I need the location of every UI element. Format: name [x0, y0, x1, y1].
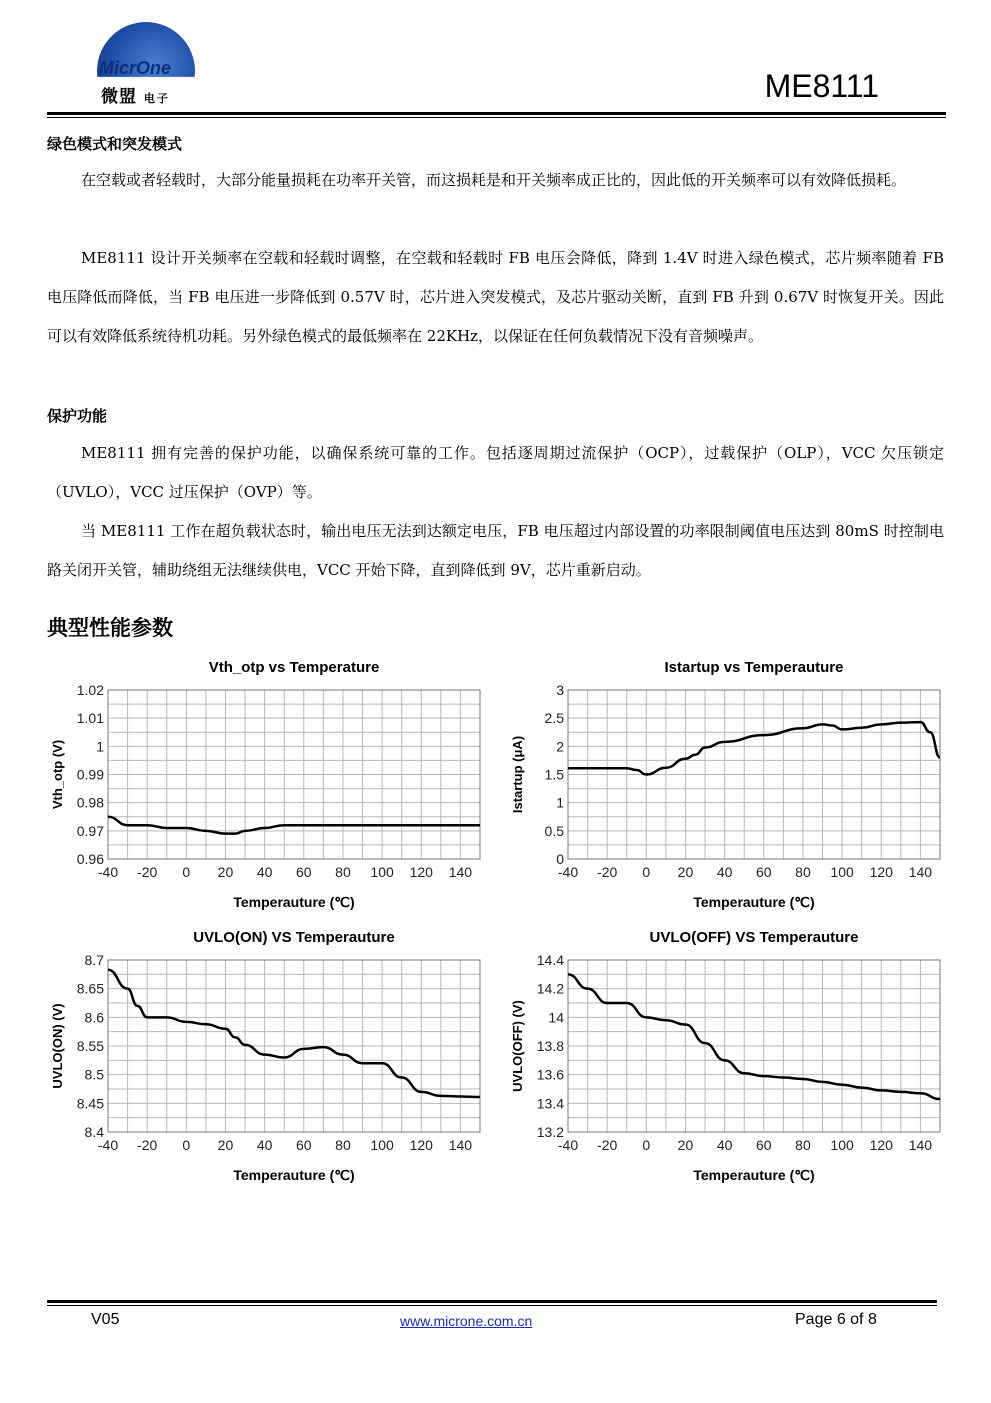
y-tick-label: 8.65: [76, 980, 104, 997]
x-tick-label: 80: [335, 1137, 351, 1153]
chart-title: UVLO(OFF) VS Temperauture: [649, 929, 859, 946]
x-tick-label: 140: [908, 1137, 933, 1153]
header-rule: [47, 112, 946, 115]
y-tick-label: 3: [556, 682, 564, 698]
y-tick-label: 0.5: [544, 822, 564, 839]
footer-rule: [47, 1300, 937, 1303]
paragraph-protection-1: ME8111 拥有完善的保护功能，以确保系统可靠的工作。包括逐周期过流保护（OCP），过载保护（OLP），VCC 欠压锁定（UVLO），VCC 过压保护（OVP）等。: [47, 444, 944, 501]
part-number: ME8111: [764, 68, 879, 104]
x-tick-label: -40: [97, 864, 119, 880]
x-tick-label: 60: [756, 864, 772, 880]
x-tick-label: 0: [182, 864, 191, 880]
chart-uvlo-on: [40, 922, 490, 1190]
x-tick-label: -40: [97, 1137, 119, 1153]
y-tick-label: 13.8: [536, 1038, 564, 1054]
y-tick-label: 1.01: [76, 710, 104, 727]
y-tick-label: 8.5: [84, 1066, 104, 1083]
x-tick-label: 40: [716, 1137, 733, 1153]
x-tick-label: 100: [830, 864, 854, 880]
x-axis-label: Temperauture (℃): [233, 894, 355, 910]
chart-title: Istartup vs Temperauture: [664, 659, 844, 676]
y-tick-label: 14: [548, 1009, 564, 1026]
y-tick-label: 1.5: [544, 766, 564, 783]
y-axis-label: UVLO(OFF) (V): [510, 1000, 525, 1092]
y-tick-label: 8.6: [84, 1009, 104, 1026]
footer-page-number: Page 6 of 8: [795, 1311, 877, 1328]
y-tick-label: 1.02: [76, 682, 104, 698]
x-tick-label: -20: [597, 1137, 618, 1153]
heading-green-mode: 绿色模式和突发模式: [47, 135, 183, 153]
x-tick-label: 120: [409, 864, 433, 880]
x-axis-label: Temperauture (℃): [693, 1167, 815, 1183]
chart-vth-otp: [40, 652, 490, 917]
x-tick-label: 80: [795, 1137, 811, 1153]
y-tick-label: 1: [556, 794, 564, 811]
x-tick-label: -40: [557, 864, 579, 880]
x-tick-label: -20: [137, 1137, 158, 1153]
footer-website-link[interactable]: www.microne.com.cn: [400, 1313, 533, 1329]
y-tick-label: 8.4: [84, 1124, 104, 1140]
y-tick-label: 8.55: [76, 1038, 104, 1054]
x-tick-label: 40: [716, 864, 733, 880]
x-tick-label: 60: [756, 1137, 772, 1153]
y-tick-label: 0.97: [76, 822, 104, 839]
company-logo: [97, 22, 197, 106]
series-line: [568, 722, 940, 774]
x-tick-label: 20: [677, 864, 694, 880]
y-tick-label: 2.5: [544, 710, 564, 727]
x-tick-label: 80: [795, 864, 811, 880]
x-tick-label: 20: [217, 1137, 234, 1153]
x-tick-label: 60: [296, 864, 312, 880]
x-tick-label: 140: [448, 1137, 473, 1153]
y-tick-label: 8.7: [84, 952, 104, 968]
x-tick-label: 20: [217, 864, 234, 880]
x-tick-label: 120: [869, 864, 893, 880]
logo-text: MicrOne: [99, 58, 172, 78]
y-tick-label: 0: [556, 851, 564, 867]
x-tick-label: 140: [908, 864, 933, 880]
x-tick-label: 120: [409, 1137, 433, 1153]
x-tick-label: -20: [137, 864, 158, 880]
y-axis-label: Vth_otp (V): [50, 739, 65, 810]
x-tick-label: 20: [677, 1137, 694, 1153]
y-tick-label: 0.96: [76, 851, 104, 867]
y-tick-label: 1: [96, 738, 104, 755]
footer-rule-thin: [47, 1305, 937, 1306]
x-axis-label: Temperauture (℃): [233, 1167, 355, 1183]
y-tick-label: 14.2: [536, 980, 564, 997]
series-line: [568, 974, 940, 1099]
y-tick-label: 13.6: [536, 1066, 564, 1083]
footer-version: V05: [91, 1311, 120, 1328]
x-tick-label: 0: [642, 1137, 651, 1153]
paragraph-protection-2: 当 ME8111 工作在超负载状态时，输出电压无法到达额定电压，FB 电压超过内部设置的功率限制阈值电压达到 80mS 时控制电路关闭开关管，辅助绕组无法继续供电，VCC 开始下降，直到降低到 9V，芯片重新启动。: [47, 522, 944, 579]
x-tick-label: 80: [335, 864, 351, 880]
x-tick-label: 100: [370, 864, 394, 880]
x-tick-label: 0: [182, 1137, 191, 1153]
logo-chinese: 微盟 电子: [101, 87, 170, 107]
y-axis-label: Istartup (μA): [510, 735, 525, 814]
header-rule-thin: [47, 117, 946, 118]
x-tick-label: 120: [869, 1137, 893, 1153]
chart-istartup: [500, 652, 950, 917]
x-tick-label: -20: [597, 864, 618, 880]
x-tick-label: 140: [448, 864, 473, 880]
x-tick-label: -40: [557, 1137, 579, 1153]
y-tick-label: 13.2: [536, 1124, 564, 1140]
y-tick-label: 2: [556, 738, 564, 755]
y-tick-label: 0.98: [76, 794, 104, 811]
y-tick-label: 8.45: [76, 1095, 104, 1112]
chart-title: Vth_otp vs Temperature: [208, 659, 380, 676]
paragraph-green-1: 在空载或者轻载时，大部分能量损耗在功率开关管，而这损耗是和开关频率成正比的，因此低的开关频率可以有效降低损耗。: [81, 171, 907, 189]
chart-uvlo-off: [500, 922, 950, 1190]
chart-title: UVLO(ON) VS Temperauture: [193, 929, 395, 946]
paragraph-green-2: ME8111 设计开关频率在空载和轻载时调整，在空载和轻载时 FB 电压会降低，降到 1.4V 时进入绿色模式，芯片频率随着 FB 电压降低而降低，当 FB 电压进一步降低到 0.57V 时，芯片进入突发模式，及芯片驱动关断，直到 FB 升到 0.67V 时恢复开关。因此可以有效降低系统待机功耗。另外绿色模式的最低频率在 22KHz，以保证在任何负载情况下没有音频噪声。: [47, 249, 944, 345]
x-axis-label: Temperauture (℃): [693, 894, 815, 910]
x-tick-label: 40: [256, 1137, 273, 1153]
y-tick-label: 13.4: [536, 1095, 564, 1112]
y-axis-label: UVLO(ON) (V): [50, 1003, 65, 1089]
y-tick-label: 14.4: [536, 952, 564, 968]
heading-protection: 保护功能: [47, 407, 108, 425]
x-tick-label: 100: [830, 1137, 854, 1153]
x-tick-label: 60: [296, 1137, 312, 1153]
x-tick-label: 100: [370, 1137, 394, 1153]
section-title-typical: 典型性能参数: [47, 616, 173, 640]
y-tick-label: 0.99: [76, 766, 104, 783]
x-tick-label: 40: [256, 864, 273, 880]
x-tick-label: 0: [642, 864, 651, 880]
